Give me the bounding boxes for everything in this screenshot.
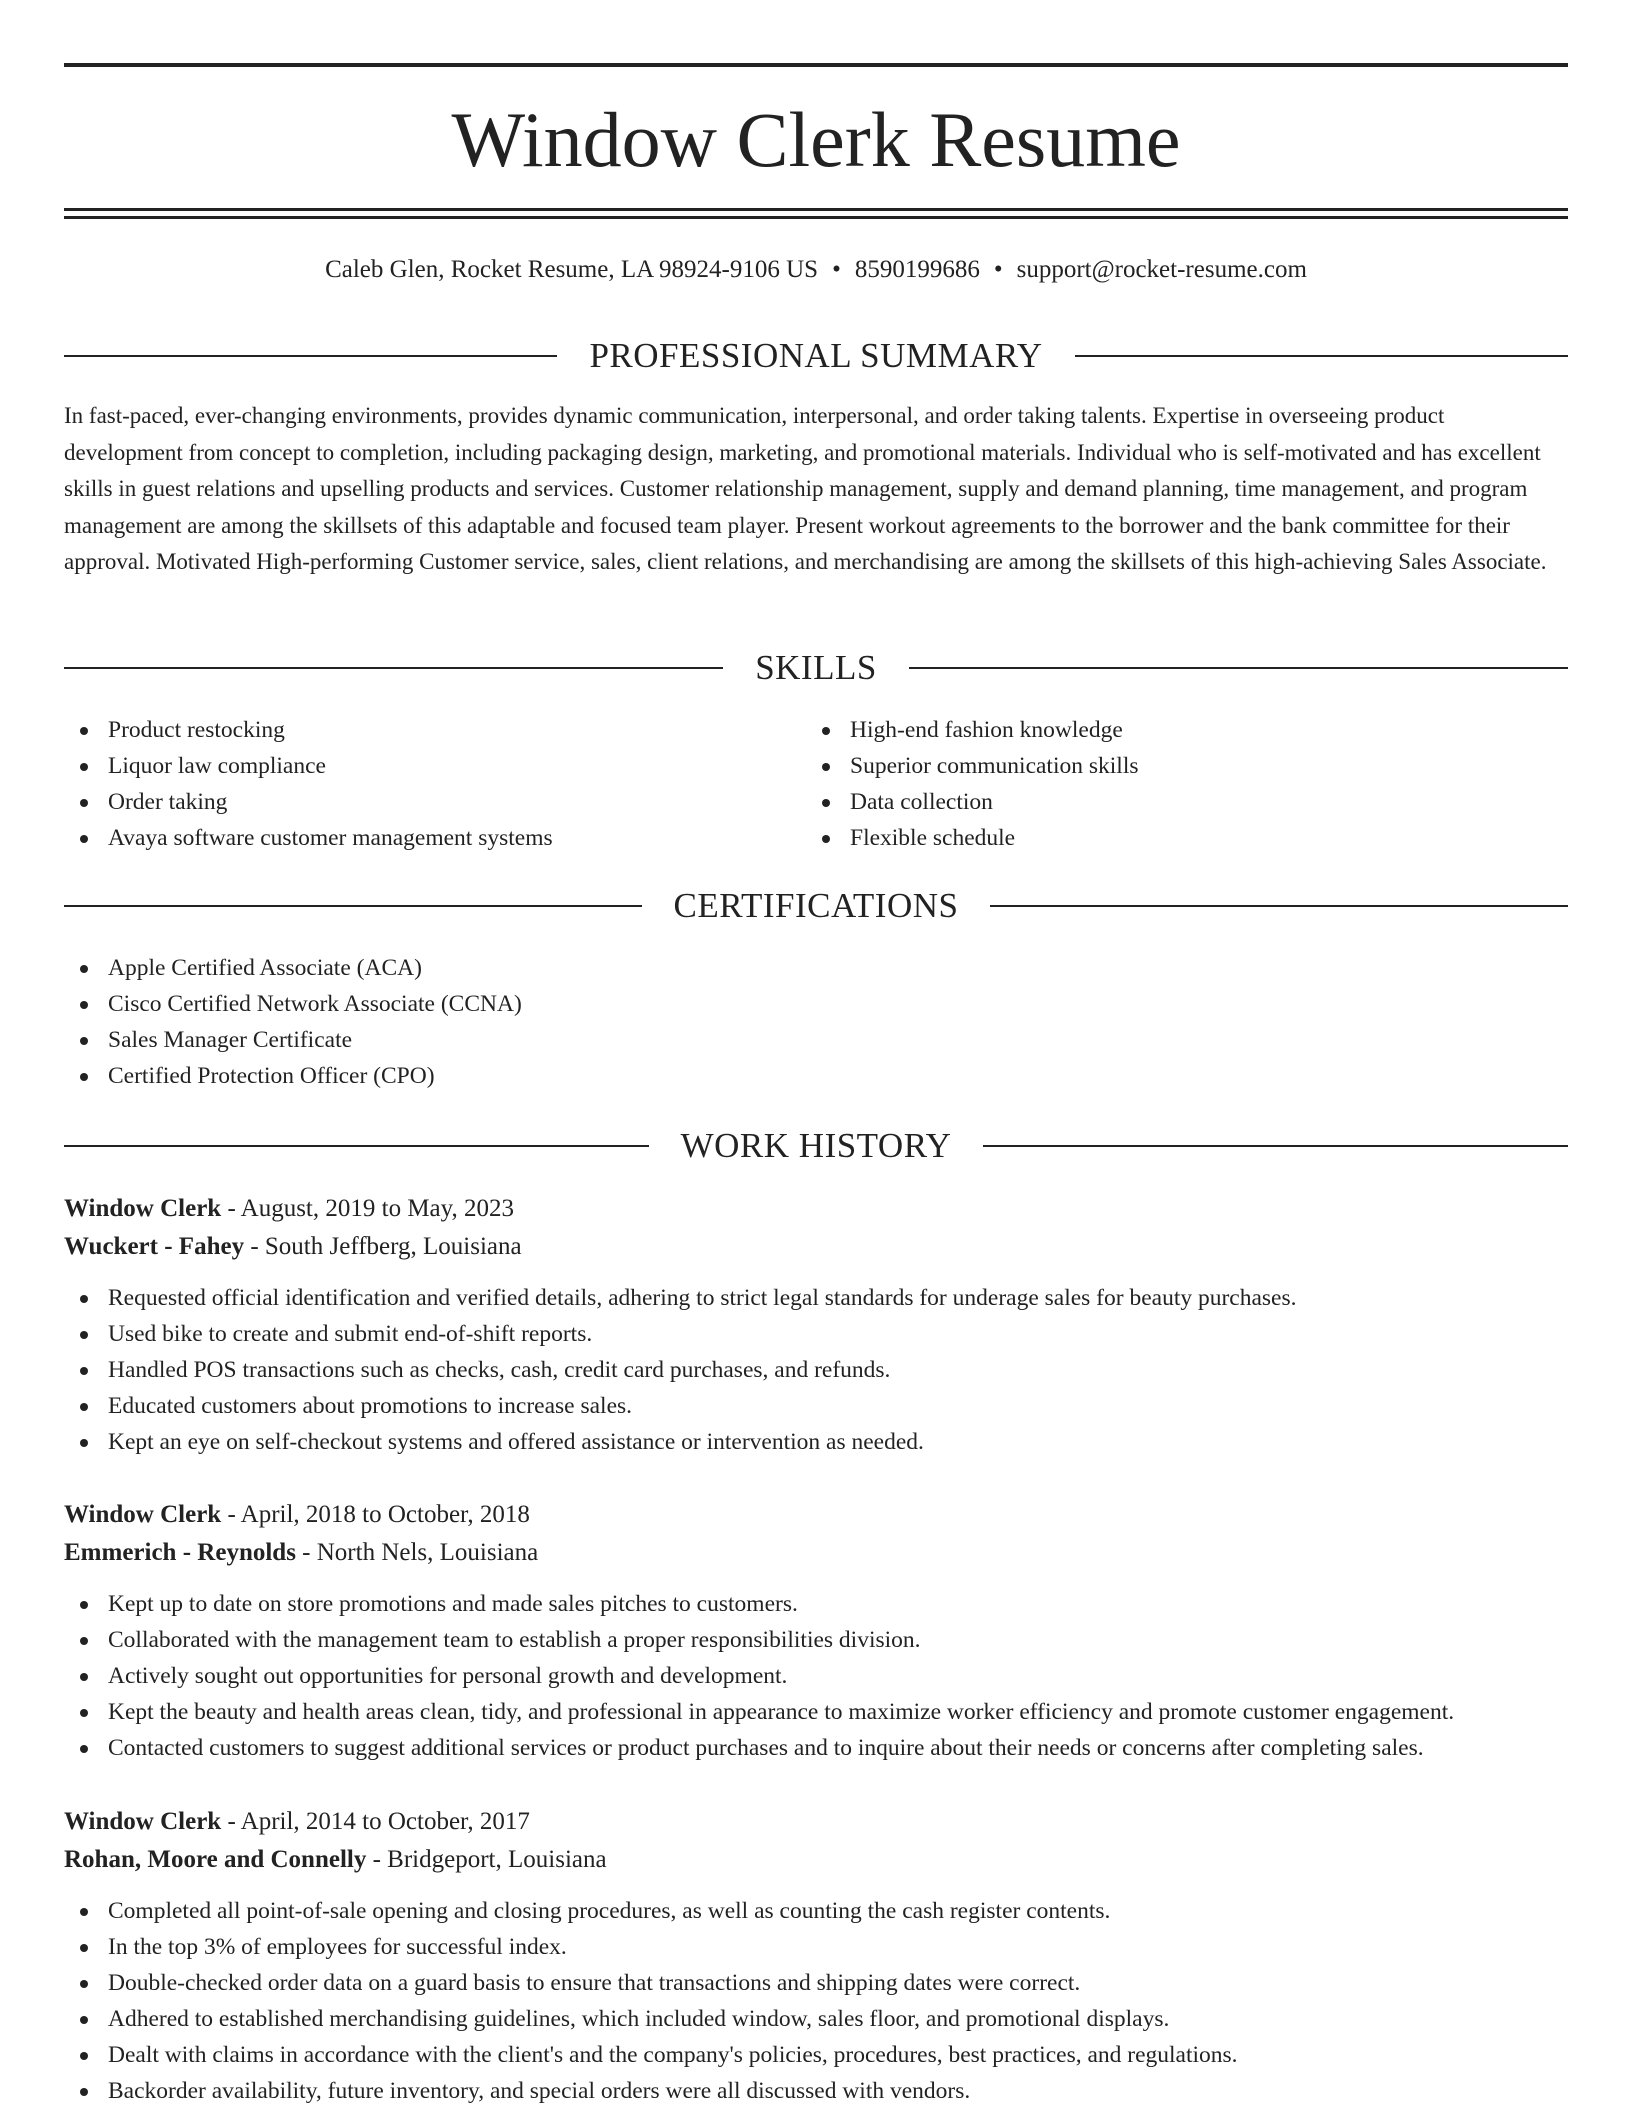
- summary-text: In fast-paced, ever-changing environments, provides dynamic communication, interpersonal, and order taking talents. Expertise in overseeing product development from concept to completion, including packaging design, marketing, and promotional materials. Individual who is self-motivated and has excellent skills in guest relations and upselling products and services. Customer relationship management, supply and demand planning, time management, and program management are among the skillsets of this adaptable and focused team player. Present workout agreements to the borrower and the bank committee for their approval. Motivated High-performing Customer service, sales, client relations, and merchandising are among the skillsets of this high-achieving Sales Associate.: [64, 403, 1547, 575]
- contact-line: [64, 252, 1568, 288]
- section-rule: [64, 905, 642, 907]
- section-rule: [64, 667, 723, 669]
- contact-separator: •: [993, 256, 1003, 283]
- summary-section-header: [64, 336, 1568, 376]
- section-rule: [990, 905, 1568, 907]
- skill-item: Flexible schedule: [806, 820, 1566, 856]
- contact-email: support@rocket-resume.com: [1016, 256, 1307, 283]
- job-company-line: [64, 1534, 1568, 1572]
- skill-item: High-end fashion knowledge: [806, 712, 1566, 748]
- skills-heading: SKILLS: [755, 648, 877, 687]
- job-duty: Used bike to create and submit end-of-shift reports.: [64, 1316, 1568, 1352]
- job-location: - North Nels, Louisiana: [295, 1539, 539, 1566]
- contact-phone: 8590199686: [854, 256, 980, 283]
- section-rule: [909, 667, 1568, 669]
- job-entry: [64, 1496, 1568, 1766]
- job-duties-list: [64, 1893, 1568, 2109]
- certification-item: Sales Manager Certificate: [64, 1022, 1564, 1058]
- job-duty: Actively sought out opportunities for personal growth and development.: [64, 1658, 1568, 1694]
- skills-list-left: [64, 712, 804, 856]
- job-dates: - August, 2019 to May, 2023: [221, 1195, 515, 1222]
- certification-item: Certified Protection Officer (CPO): [64, 1058, 1564, 1094]
- section-rule: [64, 1145, 649, 1147]
- job-title-line: [64, 1803, 1568, 1841]
- skill-item: Order taking: [64, 784, 804, 820]
- job-duty: Requested official identification and verified details, adhering to strict legal standards for underage sales for beauty purchases.: [64, 1280, 1568, 1316]
- skills-section-header: [64, 648, 1568, 688]
- skill-item: Avaya software customer management systems: [64, 820, 804, 856]
- job-location: - South Jeffberg, Louisiana: [244, 1233, 522, 1260]
- title-rule-lower: [64, 216, 1568, 219]
- certification-item: Apple Certified Associate (ACA): [64, 950, 1564, 986]
- job-company: Rohan, Moore and Connelly: [64, 1846, 367, 1873]
- job-title: Window Clerk: [64, 1501, 222, 1528]
- job-duty: Kept an eye on self-checkout systems and offered assistance or intervention as needed.: [64, 1424, 1568, 1460]
- certification-item: Cisco Certified Network Associate (CCNA): [64, 986, 1564, 1022]
- job-duty: In the top 3% of employees for successful index.: [64, 1929, 1568, 1965]
- job-company: Wuckert - Fahey: [64, 1233, 245, 1260]
- job-title-line: [64, 1496, 1568, 1534]
- job-title: Window Clerk: [64, 1195, 222, 1222]
- job-company-line: [64, 1841, 1568, 1879]
- job-duty: Completed all point-of-sale opening and closing procedures, as well as counting the cash register contents.: [64, 1893, 1568, 1929]
- summary-heading: PROFESSIONAL SUMMARY: [589, 336, 1043, 375]
- job-location: - Bridgeport, Louisiana: [366, 1846, 607, 1873]
- job-dates: - April, 2018 to October, 2018: [221, 1501, 530, 1528]
- skill-item: Superior communication skills: [806, 748, 1566, 784]
- job-duty: Adhered to established merchandising guidelines, which included window, sales floor, and promotional displays.: [64, 2001, 1568, 2037]
- top-rule: [64, 63, 1568, 67]
- certifications-heading: CERTIFICATIONS: [673, 886, 959, 925]
- job-entry: [64, 1803, 1568, 2109]
- section-rule: [64, 355, 557, 357]
- skill-item: Data collection: [806, 784, 1566, 820]
- work-history-heading: WORK HISTORY: [680, 1126, 952, 1165]
- job-duty: Double-checked order data on a guard basis to ensure that transactions and shipping dates were correct.: [64, 1965, 1568, 2001]
- job-duty: Educated customers about promotions to increase sales.: [64, 1388, 1568, 1424]
- job-duty: Contacted customers to suggest additional services or product purchases and to inquire about their needs or concerns after completing sales.: [64, 1730, 1568, 1766]
- section-rule: [1075, 355, 1568, 357]
- section-rule: [983, 1145, 1568, 1147]
- work-history-section-header: [64, 1126, 1568, 1166]
- job-duty: Handled POS transactions such as checks, cash, credit card purchases, and refunds.: [64, 1352, 1568, 1388]
- job-duty: Dealt with claims in accordance with the client's and the company's policies, procedures, best practices, and regulations.: [64, 2037, 1568, 2073]
- job-duty: Kept the beauty and health areas clean, tidy, and professional in appearance to maximize worker efficiency and promote customer engagement.: [64, 1694, 1568, 1730]
- job-entry: [64, 1190, 1568, 1460]
- skill-item: Liquor law compliance: [64, 748, 804, 784]
- certifications-section-header: [64, 886, 1568, 926]
- skills-list-right: [806, 712, 1566, 856]
- resume-title: Window Clerk Resume: [451, 96, 1181, 183]
- job-title-line: [64, 1190, 1568, 1228]
- skill-item: Product restocking: [64, 712, 804, 748]
- job-duty: Kept up to date on store promotions and made sales pitches to customers.: [64, 1586, 1568, 1622]
- job-duties-list: [64, 1586, 1568, 1766]
- certifications-list: [64, 950, 1564, 1094]
- contact-address: Caleb Glen, Rocket Resume, LA 98924-9106 US: [325, 256, 819, 283]
- title-rule-upper: [64, 208, 1568, 211]
- job-title: Window Clerk: [64, 1808, 222, 1835]
- job-duty: Collaborated with the management team to establish a proper responsibilities division.: [64, 1622, 1568, 1658]
- job-company: Emmerich - Reynolds: [64, 1539, 296, 1566]
- job-company-line: [64, 1228, 1568, 1266]
- contact-separator: •: [832, 256, 841, 283]
- job-dates: - April, 2014 to October, 2017: [221, 1808, 530, 1835]
- job-duty: Backorder availability, future inventory, and special orders were all discussed with vendors.: [64, 2073, 1568, 2109]
- job-duties-list: [64, 1280, 1568, 1460]
